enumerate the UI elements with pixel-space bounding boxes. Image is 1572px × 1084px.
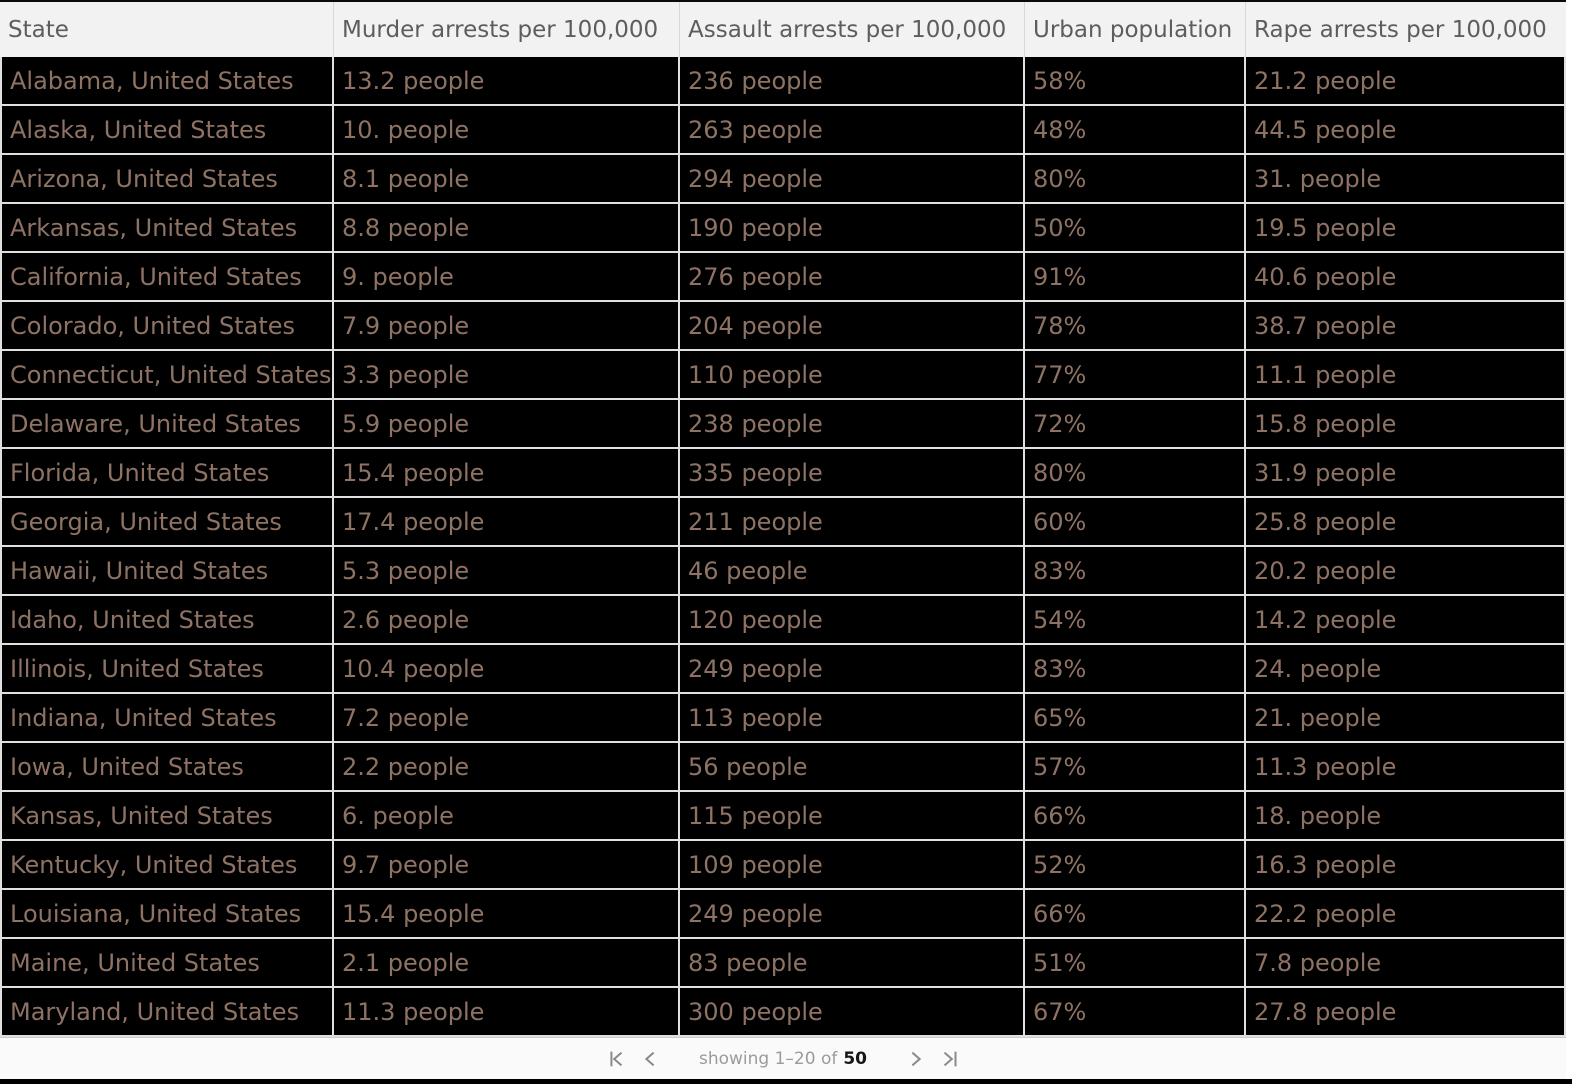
- table-row: [0, 449, 1566, 498]
- value-cell: 294 people: [680, 155, 1025, 204]
- table-row: [0, 400, 1566, 449]
- table-row: [0, 890, 1566, 939]
- state-cell: Maine, United States: [0, 939, 334, 988]
- table-row: [0, 351, 1566, 400]
- state-cell: Delaware, United States: [0, 400, 334, 449]
- table-row: [0, 939, 1566, 988]
- value-cell: 83%: [1025, 645, 1246, 694]
- value-cell: 238 people: [680, 400, 1025, 449]
- value-cell: 3.3 people: [334, 351, 680, 400]
- value-cell: 263 people: [680, 106, 1025, 155]
- column-header: Murder arrests per 100,000: [334, 2, 680, 57]
- value-cell: 25.8 people: [1246, 498, 1566, 547]
- state-cell: Hawaii, United States: [0, 547, 334, 596]
- value-cell: 16.3 people: [1246, 841, 1566, 890]
- value-cell: 40.6 people: [1246, 253, 1566, 302]
- value-cell: 66%: [1025, 890, 1246, 939]
- column-header: Rape arrests per 100,000: [1254, 16, 1547, 43]
- value-cell: 52%: [1025, 841, 1246, 890]
- value-cell: 5.9 people: [334, 400, 680, 449]
- table-row: [0, 302, 1566, 351]
- table-row: [0, 204, 1566, 253]
- state-cell: Florida, United States: [0, 449, 334, 498]
- value-cell: 66%: [1025, 792, 1246, 841]
- value-cell: 10. people: [334, 106, 680, 155]
- state-cell: Illinois, United States: [0, 645, 334, 694]
- pagination-label: showing 1–20 of: [698, 1048, 838, 1069]
- pagination-total: 50: [843, 1048, 868, 1069]
- value-cell: 10.4 people: [334, 645, 680, 694]
- table-row: [0, 596, 1566, 645]
- table-header-row: [0, 0, 1566, 57]
- value-cell: 211 people: [680, 498, 1025, 547]
- column-header: Urban population: [1025, 2, 1246, 57]
- value-cell: 15.4 people: [334, 890, 680, 939]
- value-cell: 7.2 people: [334, 694, 680, 743]
- table-row: [0, 498, 1566, 547]
- value-cell: 80%: [1025, 155, 1246, 204]
- value-cell: 113 people: [680, 694, 1025, 743]
- bottom-black-strip: [0, 1079, 1572, 1084]
- value-cell: 20.2 people: [1246, 547, 1566, 596]
- last-page-icon[interactable]: [939, 1048, 961, 1070]
- state-cell: Kentucky, United States: [0, 841, 334, 890]
- pagination-status: [699, 1049, 867, 1069]
- chevron-left-icon[interactable]: [639, 1048, 661, 1070]
- table-body: [0, 57, 1566, 1037]
- value-cell: 58%: [1025, 57, 1246, 106]
- value-cell: 7.9 people: [334, 302, 680, 351]
- table-row: [0, 988, 1566, 1037]
- table-row: [0, 106, 1566, 155]
- value-cell: 6. people: [334, 792, 680, 841]
- column-header: Assault arrests per 100,000: [680, 2, 1025, 57]
- table-row: [0, 694, 1566, 743]
- value-cell: 120 people: [680, 596, 1025, 645]
- state-cell: Colorado, United States: [0, 302, 334, 351]
- table-row: [0, 792, 1566, 841]
- value-cell: 7.8 people: [1246, 939, 1566, 988]
- value-cell: 335 people: [680, 449, 1025, 498]
- value-cell: 65%: [1025, 694, 1246, 743]
- chevron-right-icon[interactable]: [905, 1048, 927, 1070]
- table-row: [0, 155, 1566, 204]
- value-cell: 9.7 people: [334, 841, 680, 890]
- table-row: [0, 743, 1566, 792]
- state-cell: Arizona, United States: [0, 155, 334, 204]
- value-cell: 109 people: [680, 841, 1025, 890]
- value-cell: 57%: [1025, 743, 1246, 792]
- value-cell: 8.1 people: [334, 155, 680, 204]
- value-cell: 54%: [1025, 596, 1246, 645]
- value-cell: 22.2 people: [1246, 890, 1566, 939]
- state-cell: Indiana, United States: [0, 694, 334, 743]
- value-cell: 19.5 people: [1246, 204, 1566, 253]
- value-cell: 276 people: [680, 253, 1025, 302]
- value-cell: 72%: [1025, 400, 1246, 449]
- state-cell: Connecticut, United States: [0, 351, 334, 400]
- state-cell: Alabama, United States: [0, 57, 334, 106]
- value-cell: 27.8 people: [1246, 988, 1566, 1037]
- state-cell: Louisiana, United States: [0, 890, 334, 939]
- state-cell: Georgia, United States: [0, 498, 334, 547]
- value-cell: 31. people: [1246, 155, 1566, 204]
- value-cell: 15.4 people: [334, 449, 680, 498]
- value-cell: 77%: [1025, 351, 1246, 400]
- value-cell: 78%: [1025, 302, 1246, 351]
- value-cell: 249 people: [680, 645, 1025, 694]
- value-cell: 15.8 people: [1246, 400, 1566, 449]
- column-header: State: [0, 2, 334, 57]
- value-cell: 46 people: [680, 547, 1025, 596]
- value-cell: 21.2 people: [1246, 57, 1566, 106]
- state-cell: Idaho, United States: [0, 596, 334, 645]
- value-cell: 5.3 people: [334, 547, 680, 596]
- value-cell: 2.2 people: [334, 743, 680, 792]
- state-cell: Maryland, United States: [0, 988, 334, 1037]
- value-cell: 11.3 people: [334, 988, 680, 1037]
- value-cell: 38.7 people: [1246, 302, 1566, 351]
- value-cell: 14.2 people: [1246, 596, 1566, 645]
- value-cell: 300 people: [680, 988, 1025, 1037]
- value-cell: 2.6 people: [334, 596, 680, 645]
- state-cell: Iowa, United States: [0, 743, 334, 792]
- table-row: [0, 547, 1566, 596]
- pagination-bar: [0, 1037, 1566, 1079]
- value-cell: 204 people: [680, 302, 1025, 351]
- value-cell: 21. people: [1246, 694, 1566, 743]
- value-cell: 110 people: [680, 351, 1025, 400]
- value-cell: 60%: [1025, 498, 1246, 547]
- value-cell: 13.2 people: [334, 57, 680, 106]
- value-cell: 91%: [1025, 253, 1246, 302]
- value-cell: 18. people: [1246, 792, 1566, 841]
- state-cell: Alaska, United States: [0, 106, 334, 155]
- value-cell: 11.3 people: [1246, 743, 1566, 792]
- value-cell: 2.1 people: [334, 939, 680, 988]
- value-cell: 31.9 people: [1246, 449, 1566, 498]
- value-cell: 56 people: [680, 743, 1025, 792]
- value-cell: 11.1 people: [1246, 351, 1566, 400]
- value-cell: 236 people: [680, 57, 1025, 106]
- table-row: [0, 841, 1566, 890]
- state-cell: Kansas, United States: [0, 792, 334, 841]
- value-cell: 48%: [1025, 106, 1246, 155]
- value-cell: 17.4 people: [334, 498, 680, 547]
- value-cell: 8.8 people: [334, 204, 680, 253]
- value-cell: 44.5 people: [1246, 106, 1566, 155]
- table-row: [0, 57, 1566, 106]
- value-cell: 249 people: [680, 890, 1025, 939]
- value-cell: 115 people: [680, 792, 1025, 841]
- state-cell: Arkansas, United States: [0, 204, 334, 253]
- value-cell: 9. people: [334, 253, 680, 302]
- first-page-icon[interactable]: [605, 1048, 627, 1070]
- value-cell: 24. people: [1246, 645, 1566, 694]
- value-cell: 67%: [1025, 988, 1246, 1037]
- table-row: [0, 253, 1566, 302]
- value-cell: 80%: [1025, 449, 1246, 498]
- value-cell: 83%: [1025, 547, 1246, 596]
- table-row: [0, 645, 1566, 694]
- value-cell: 51%: [1025, 939, 1246, 988]
- value-cell: 190 people: [680, 204, 1025, 253]
- state-cell: California, United States: [0, 253, 334, 302]
- value-cell: 50%: [1025, 204, 1246, 253]
- value-cell: 83 people: [680, 939, 1025, 988]
